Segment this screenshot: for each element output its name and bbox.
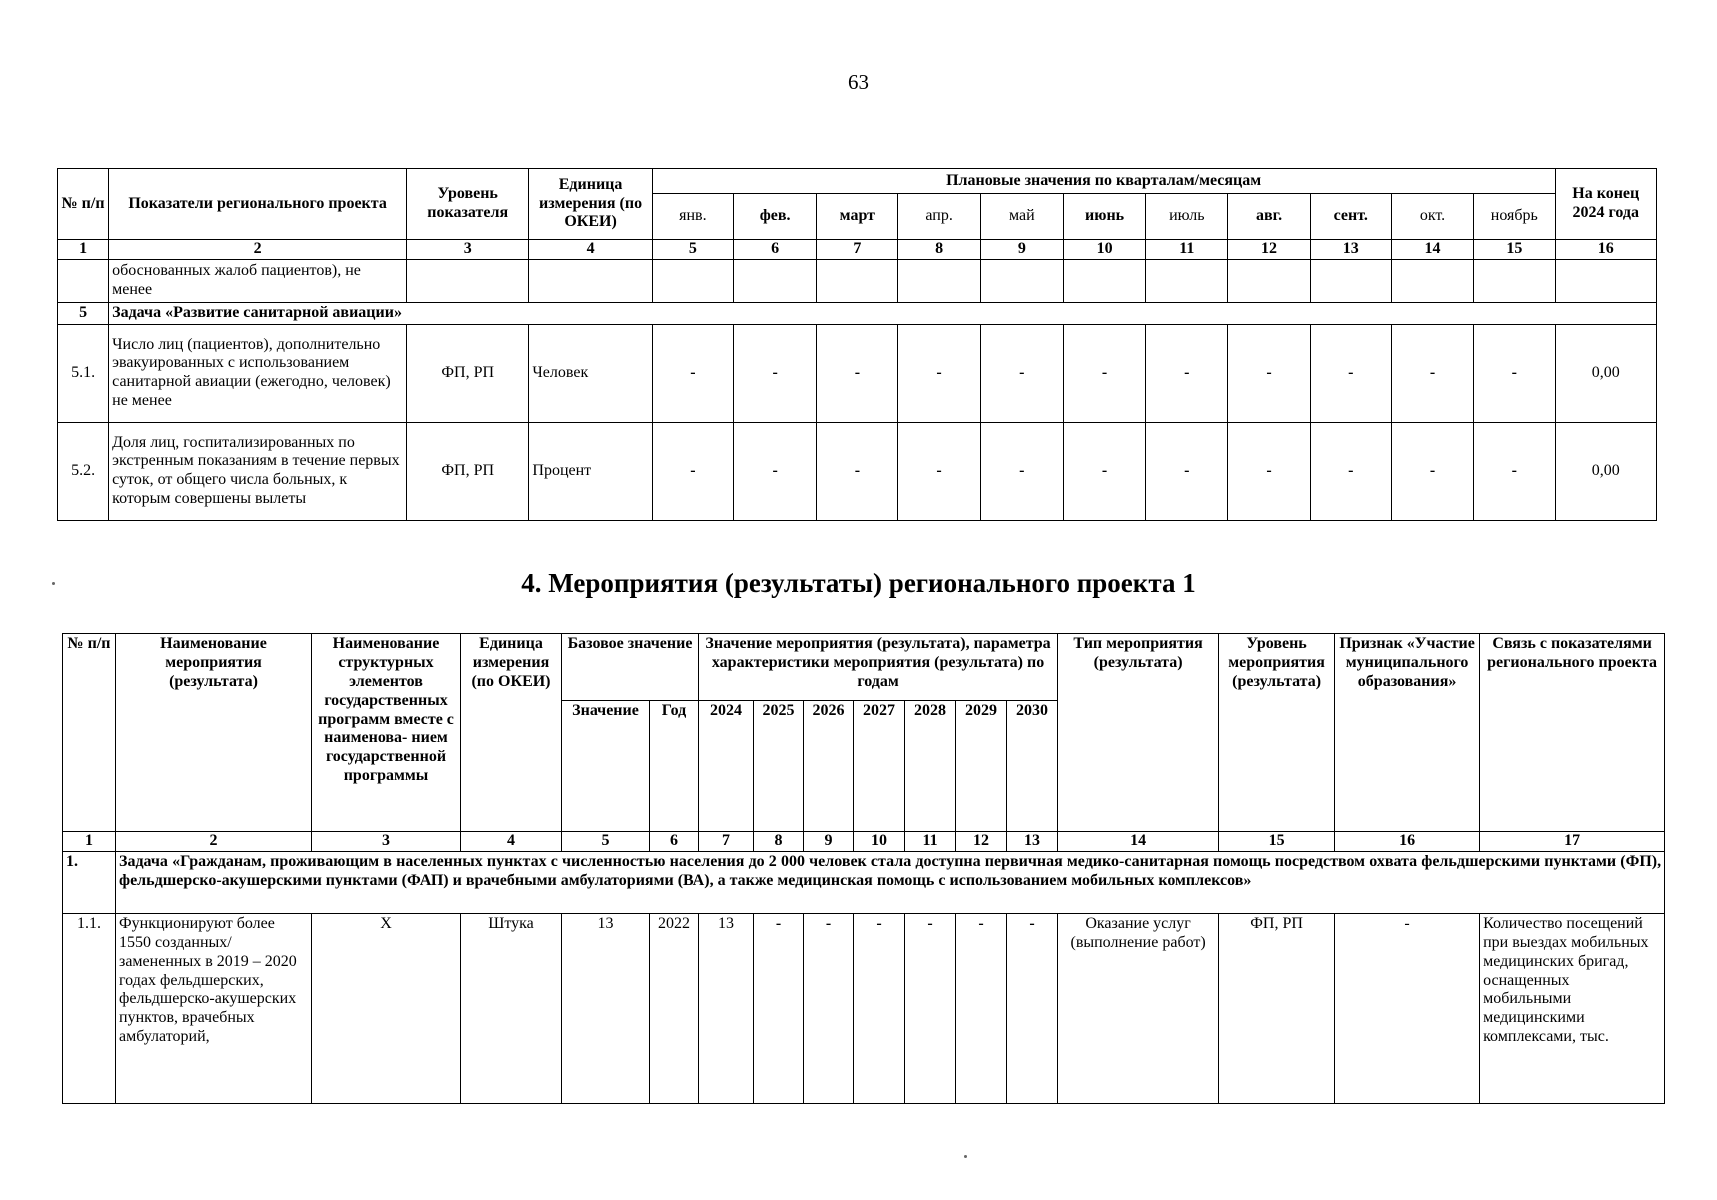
section-title: 4. Мероприятия (результаты) регионального проекта 1 <box>521 568 1196 598</box>
t2-header-base-value: Значение <box>562 701 650 832</box>
t2-index-cell: 14 <box>1058 832 1219 852</box>
t2-row-structural: Х <box>312 913 461 1103</box>
t1-index-cell: 16 <box>1555 240 1657 260</box>
t1-row-value: - <box>980 422 1063 520</box>
t2-row-link: Количество посещений при выездах мобильных медицинских бригад, оснащенных мобильными медицинскими комплексами, тыс. <box>1480 913 1665 1103</box>
table1-continuation-row <box>58 259 1657 302</box>
scan-speck <box>964 1155 967 1158</box>
t2-row-year-6: - <box>1007 913 1058 1103</box>
t1-header-month-3: апр. <box>898 194 980 240</box>
table2-header-row-1 <box>63 634 1665 701</box>
t1-row-value: - <box>1391 422 1473 520</box>
t2-header-year-2024: 2024 <box>699 701 754 832</box>
table2-task-row <box>63 851 1665 913</box>
t2-index-cell: 7 <box>699 832 754 852</box>
t2-header-municipal: Признак «Участие муниципального образования» <box>1335 634 1480 832</box>
table1-index-row <box>58 240 1657 260</box>
t2-row-municipal: - <box>1335 913 1480 1103</box>
t2-header-link: Связь с показателями регионального проекта <box>1480 634 1665 832</box>
t1-continuation-text: обоснованных жалоб пациентов), не менее <box>109 259 407 302</box>
t1-header-unit: Единица измерения (по ОКЕИ) <box>529 169 652 240</box>
indicators-table <box>57 168 1657 521</box>
t1-row-unit: Процент <box>529 422 652 520</box>
t1-row-name: Число лиц (пациентов), дополнительно эвакуированных с использованием санитарной авиации (ежегодно, человек) не менее <box>109 324 407 422</box>
t2-index-cell: 3 <box>312 832 461 852</box>
t2-index-cell: 4 <box>461 832 562 852</box>
t2-index-cell: 11 <box>905 832 956 852</box>
t2-index-cell: 2 <box>116 832 312 852</box>
table1-header-row-1 <box>58 169 1657 194</box>
t2-header-name: Наименование мероприятия (результата) <box>116 634 312 832</box>
t2-index-cell: 17 <box>1480 832 1665 852</box>
t1-row-value: - <box>733 422 816 520</box>
t1-index-cell: 11 <box>1146 240 1228 260</box>
t2-index-cell: 1 <box>63 832 116 852</box>
t2-index-cell: 9 <box>804 832 854 852</box>
t2-row-base-value: 13 <box>562 913 650 1103</box>
t1-header-month-4: май <box>980 194 1063 240</box>
t2-index-cell: 15 <box>1219 832 1335 852</box>
t1-row-value: - <box>1146 324 1228 422</box>
t1-index-cell: 14 <box>1391 240 1473 260</box>
t2-header-year-2026: 2026 <box>804 701 854 832</box>
t1-index-cell: 1 <box>58 240 109 260</box>
t2-index-cell: 16 <box>1335 832 1480 852</box>
t1-row-value: - <box>1228 324 1310 422</box>
t2-header-num: № п/п <box>63 634 116 832</box>
t1-header-month-2: март <box>817 194 898 240</box>
t1-index-cell: 10 <box>1063 240 1145 260</box>
t2-index-cell: 8 <box>754 832 804 852</box>
t1-task-num: 5 <box>58 302 109 324</box>
t2-row-year-4: - <box>905 913 956 1103</box>
t1-index-cell: 12 <box>1228 240 1310 260</box>
t1-row-name: Доля лиц, госпитализированных по экстренным показаниям в течение первых суток, от общего числа больных, к которым совершены вылеты <box>109 422 407 520</box>
t1-row-value: - <box>980 324 1063 422</box>
t1-task-text: Задача «Развитие санитарной авиации» <box>109 302 1657 324</box>
t1-header-indicator: Показатели регионального проекта <box>109 169 407 240</box>
t1-row-value: - <box>817 422 898 520</box>
t2-row-year-3: - <box>854 913 905 1103</box>
t2-row-unit: Штука <box>461 913 562 1103</box>
t2-task-text: Задача «Гражданам, проживающим в населенных пунктах с численностью населения до 2 000 человек стала доступна первичная медико-санитарная помощь посредством охвата фельдшерскими пунктами (ФП), фельдшерско-акушерскими пунктами (ФАП) и врачебными амбулаториями (ВА), а также медицинская помощь с использованием мобильных комплексов» <box>116 851 1665 913</box>
scan-speck <box>52 582 55 585</box>
t1-row-value: - <box>1063 422 1145 520</box>
t1-header-month-10: ноябрь <box>1474 194 1555 240</box>
t2-index-cell: 13 <box>1007 832 1058 852</box>
t2-header-year-2025: 2025 <box>754 701 804 832</box>
t1-row-level: ФП, РП <box>407 422 529 520</box>
t2-header-year-2030: 2030 <box>1007 701 1058 832</box>
t1-header-num: № п/п <box>58 169 109 240</box>
t1-index-cell: 6 <box>733 240 816 260</box>
t2-index-cell: 10 <box>854 832 905 852</box>
t2-row-year-5: - <box>956 913 1007 1103</box>
t2-index-cell: 12 <box>956 832 1007 852</box>
t1-row-value: - <box>652 324 733 422</box>
table1-row <box>58 324 1657 422</box>
t2-index-cell: 6 <box>650 832 699 852</box>
t2-row-num: 1.1. <box>63 913 116 1103</box>
t1-row-value: - <box>817 324 898 422</box>
t2-row-year-0: 13 <box>699 913 754 1103</box>
t1-row-value: - <box>733 324 816 422</box>
t2-task-num: 1. <box>63 851 116 913</box>
table2-row-1-1 <box>63 913 1665 1103</box>
table1-row <box>58 422 1657 520</box>
t1-row-num: 5.1. <box>58 324 109 422</box>
t2-header-year-2028: 2028 <box>905 701 956 832</box>
t1-index-cell: 7 <box>817 240 898 260</box>
page-number: 63 <box>848 70 869 94</box>
t1-row-value: - <box>898 422 980 520</box>
t1-header-end: На конец 2024 года <box>1555 169 1657 240</box>
t1-row-num: 5.2. <box>58 422 109 520</box>
t1-header-month-5: июнь <box>1063 194 1145 240</box>
t1-index-cell: 2 <box>109 240 407 260</box>
t1-row-end: 0,00 <box>1555 422 1657 520</box>
t1-row-value: - <box>1391 324 1473 422</box>
measures-table <box>62 633 1665 1104</box>
t1-index-cell: 8 <box>898 240 980 260</box>
t1-index-cell: 5 <box>652 240 733 260</box>
t1-row-level: ФП, РП <box>407 324 529 422</box>
t1-header-month-0: янв. <box>652 194 733 240</box>
t1-row-unit: Человек <box>529 324 652 422</box>
t2-row-year-2: - <box>804 913 854 1103</box>
t2-index-cell: 5 <box>562 832 650 852</box>
t2-header-level: Уровень мероприятия (результата) <box>1219 634 1335 832</box>
t2-header-type: Тип мероприятия (результата) <box>1058 634 1219 832</box>
t2-header-year-2029: 2029 <box>956 701 1007 832</box>
t1-row-value: - <box>1474 422 1555 520</box>
t1-row-value: - <box>652 422 733 520</box>
t1-header-month-9: окт. <box>1391 194 1473 240</box>
t1-row-value: - <box>1310 422 1391 520</box>
t2-row-base-year: 2022 <box>650 913 699 1103</box>
t2-header-structural: Наименование структурных элементов государственных программ вместе с наименова- нием государственной программы <box>312 634 461 832</box>
t2-header-year-2027: 2027 <box>854 701 905 832</box>
t2-row-type: Оказание услуг (выполнение работ) <box>1058 913 1219 1103</box>
t1-row-value: - <box>1474 324 1555 422</box>
t1-index-cell: 15 <box>1474 240 1555 260</box>
t2-header-base: Базовое значение <box>562 634 699 701</box>
t1-row-value: - <box>1310 324 1391 422</box>
t1-row-value: - <box>898 324 980 422</box>
t1-index-cell: 3 <box>407 240 529 260</box>
t2-row-level: ФП, РП <box>1219 913 1335 1103</box>
t1-row-end: 0,00 <box>1555 324 1657 422</box>
t1-header-month-7: авг. <box>1228 194 1310 240</box>
t1-index-cell: 9 <box>980 240 1063 260</box>
t1-header-level: Уровень показателя <box>407 169 529 240</box>
t1-row-value: - <box>1228 422 1310 520</box>
t2-header-unit: Единица измерения (по ОКЕИ) <box>461 634 562 832</box>
t1-header-month-8: сент. <box>1310 194 1391 240</box>
t1-row-value: - <box>1146 422 1228 520</box>
t1-header-month-6: июль <box>1146 194 1228 240</box>
t1-header-planned: Плановые значения по кварталам/месяцам <box>652 169 1555 194</box>
t2-header-values-title: Значение мероприятия (результата), параметра характеристики мероприятия (результата) по годам <box>699 634 1058 701</box>
t1-header-month-1: фев. <box>733 194 816 240</box>
t2-row-name: Функционируют более 1550 созданных/ замененных в 2019 – 2020 годах фельдшерских, фельдшерско-акушерских пунктов, врачебных амбулаторий, <box>116 913 312 1103</box>
table2-index-row <box>63 832 1665 852</box>
t2-row-year-1: - <box>754 913 804 1103</box>
t1-index-cell: 13 <box>1310 240 1391 260</box>
t1-index-cell: 4 <box>529 240 652 260</box>
table1-task-row <box>58 302 1657 324</box>
t2-header-base-year: Год <box>650 701 699 832</box>
t1-row-value: - <box>1063 324 1145 422</box>
